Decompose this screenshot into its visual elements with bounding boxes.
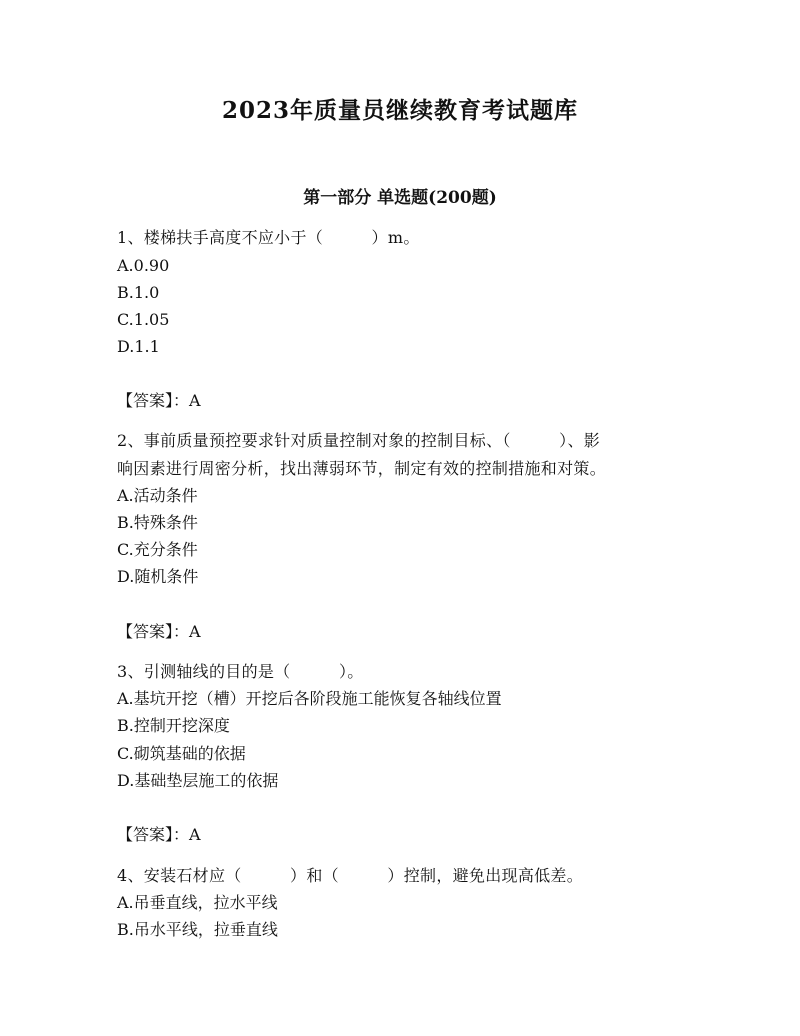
answer-value: A [189,622,201,641]
question-3-option-d: D.基础垫层施工的依据 [117,771,279,790]
answer-label: 【答案】： [117,391,190,410]
question-2-stem-line-1: 2、事前质量预控要求针对质量控制对象的控制目标、（ ）、影 [117,431,601,450]
question-2-option-d: D.随机条件 [117,567,199,586]
question-1-answer [117,391,201,411]
question-1-option-c: C.1.05 [117,310,170,329]
answer-value: A [189,825,201,844]
question-4-option-a: A.吊垂直线，拉水平线 [117,893,278,912]
answer-value: A [189,391,201,410]
question-3-stem: 3、引测轴线的目的是（ ）。 [117,662,364,681]
answer-label: 【答案】： [117,825,190,844]
question-3-option-c: C.砌筑基础的依据 [117,744,246,763]
question-1-stem: 1、楼梯扶手高度不应小于（ ）m。 [117,228,420,247]
question-2-stem-line-2: 响因素进行周密分析，找出薄弱环节，制定有效的控制措施和对策。 [117,459,607,478]
question-1-option-a: A.0.90 [117,256,170,275]
question-3-answer [117,825,201,845]
question-2-option-b: B.特殊条件 [117,513,198,532]
question-3-option-b: B.控制开挖深度 [117,716,230,735]
question-1-option-d: D.1.1 [117,337,160,356]
question-2-option-c: C.充分条件 [117,540,198,559]
question-4-option-b: B.吊水平线，拉垂直线 [117,920,278,939]
section-heading: 第一部分 单选题(200题) [303,188,497,208]
document-title: 2023年质量员继续教育考试题库 [221,97,578,124]
question-2-answer [117,622,201,642]
question-2-option-a: A.活动条件 [117,486,198,505]
question-1-option-b: B.1.0 [117,283,160,302]
answer-label: 【答案】： [117,622,190,641]
question-3-option-a: A.基坑开挖（槽）开挖后各阶段施工能恢复各轴线位置 [117,689,502,708]
question-4-stem: 4、安装石材应（ ）和（ ）控制，避免出现高低差。 [117,866,584,885]
